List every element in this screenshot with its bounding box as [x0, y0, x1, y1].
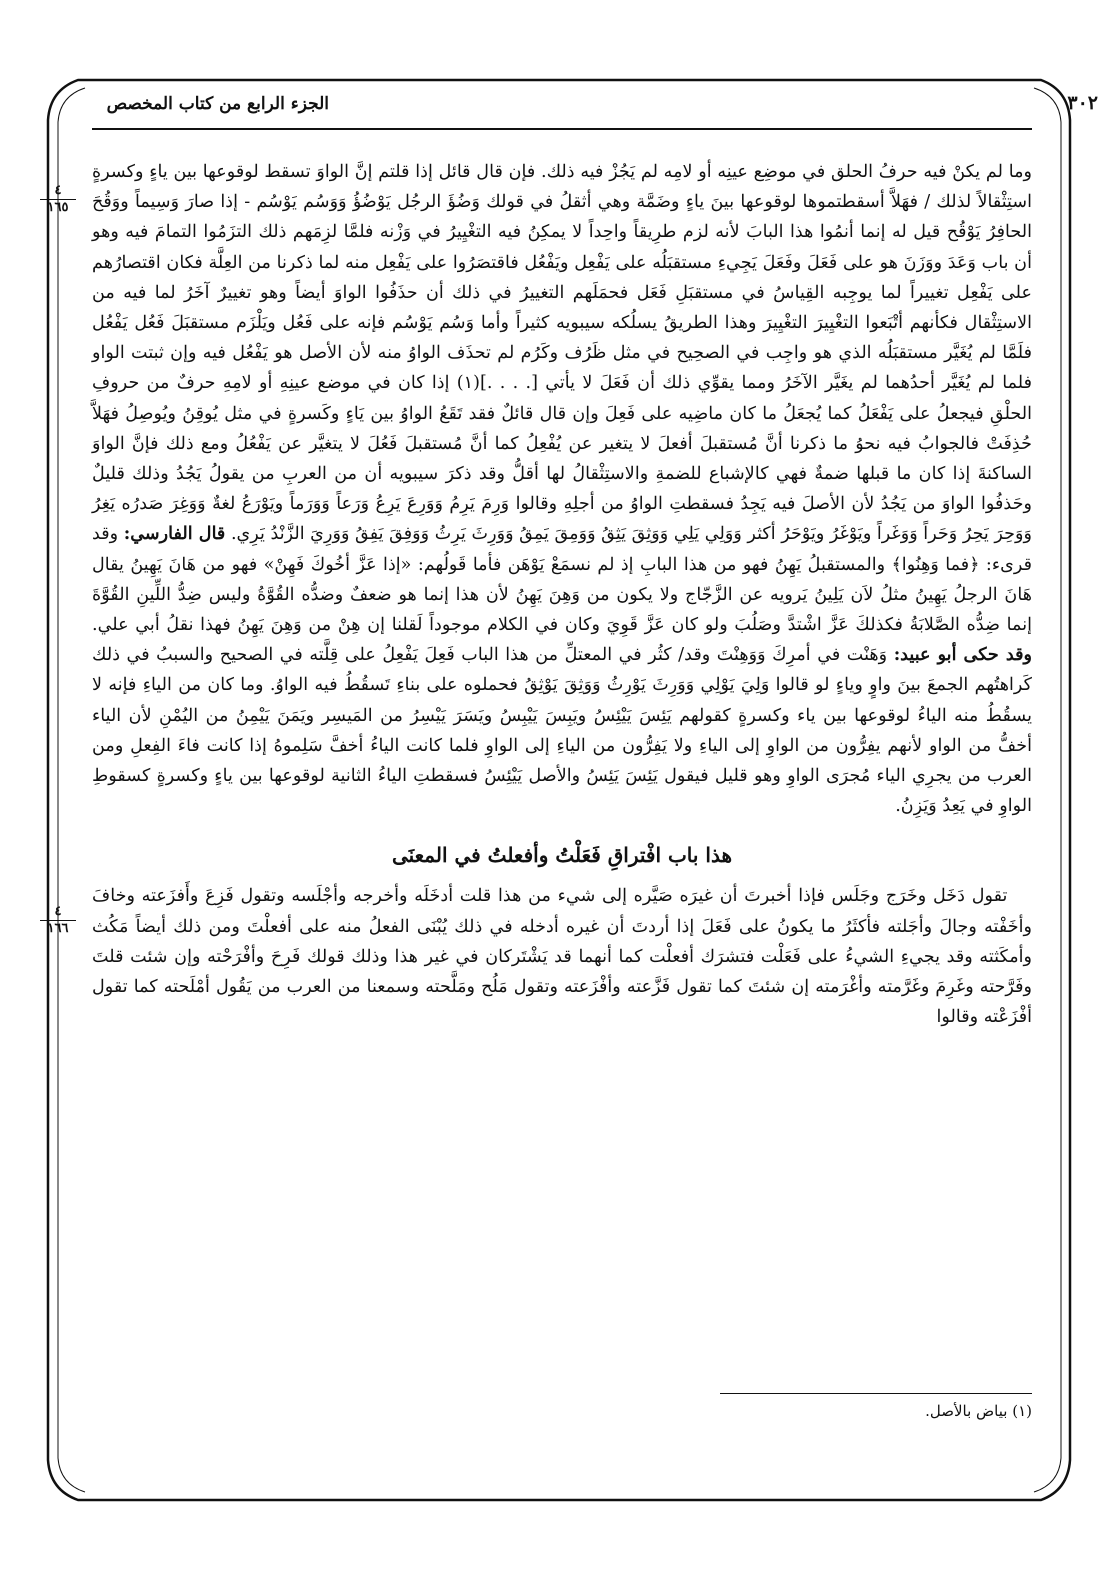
footnote-text: بياض بالأصل.	[925, 1402, 1008, 1420]
paragraph-1-text: وما لم يكنْ فيه حرفُ الحلق في موضِع عينِه أو لامِه لم يَجُزْ فيه ذلك. فإن قال قائل إذا قلتم إنَّ الواوَ تسقط لوقوعها بين ياءٍ وكسرةٍ استِثْقالاً لذلك / فهَلاَّ أسقطتموها لوقوعها بينَ ياءٍ وضَمَّة وهي أثقلُ في قولك وَضُؤَ الرجُل يَوْضُؤُ وَوَسُم يَوْسُم - إذا صارَ وَسِيماً ووَقُحَ الحافِرُ يَوْقُح قيل له إنما أنمُوا هذا البابَ لأنه لزم طرِيقاً واحِداً لا يمكِنُ فيه التغْيِيرُ في وَزْنه فلمَّا لزِمَهم ذلك التزَمُوا التمامَ فيه وهو أن باب وَعَدَ ووَزَنَ هو على فَعَلَ وفَعَلَ يَجِيءِ مستقبَلُه على يَفْعِل ويَفْعُل فاقتصَرُوا على يَفْعِل منه لما ذكرنا من العِلَّة فكان اقتصارُهم على يَفْعِل تغييراً لما يوجِبه القِياسُ في مستقبَلِ فَعَل فحمَلَهم التغييرُ في ذلك أن حذَفُوا الواوَ أيضاً وهو تغييرٌ آخَرُ لما فيه من الاستِثْقال فكأنهم أتْبَعوا التغْيِيرَ التغْيِيرَ وهذا الطريقُ يسلُكه سيبويه كثيراً وأما وَسُم يَوْسُم فإنه على فَعُل ويَلْزَم مستقبَلَ فَعُل يَفْعُل فلَمَّا لم يُغَيَّر مستقبَلُه الذي هو واجِب في الصحِيح في مثل ظَرُف وكَرُم لم تحذَف الواوُ منه لأن الأصل هو يَفْعُل فيه وإن ثبتت الواو فلما لم يُغَيَّر أحدُهما لم يغَيَّر الآخَرُ ومما يقوِّي ذلك أن فَعَلَ لا يأتي [. . . .](١) إذا كان في موضع عينِهِ أو لامِهِ حرفٌ من حروفِ الحلْقِ فيجعلُ على يَفْعَلُ كما يُجعَلُ ما كان ماضِيه على فَعِلَ وإن قال قائلٌ فقد تَقَعُ الواوُ بين يَاءٍ وكَسرةٍ في مثل يُوقِنُ ويُوصِلُ فهَلاَّ حُذِفَتْ فالجوابُ فيه نحوُ ما ذكرنا أنَّ مُستقبلَ أفعلَ لا يتغير عن يُفْعِلُ كما أنَّ مُستقبلَ فَعُلَ لا يتغيَّر عن يَفْعُلُ ومع ذلك فإنَّ الواوَ الساكنةَ إذا كان ما قبلها ضمةٌ فهي كالإشباع للضمةِ والاستِثْقالُ لها أقلُّ وقد ذكرَ سيبويه أن من العربِ من يقولُ يَجُدُ وذلك قليلٌ وحَذفُوا الواوَ من يَجُدُ لأن الأصلَ فيه يَجِدُ فسقطتِ الواوُ من أجلِهِ وقالوا وَرِمَ يَرِمُ وَوَرِعَ يَرِعُ وَرَعاً وَوَرَماً ويَوْرَعُ لغةٌ وَوَغِرَ صَدرُه يَغِرُ وَوَحِرَ يَحِرُ وَحَراً وَوَغَراً ويَوْغَرُ ويَوْحَرُ أكثر وَوَلِي يَلِي وَوَثِقَ يَثِقُ وَوَمِقَ يَمِقُ وَوَرِثَ يَرِثُ وَوَفِقَ يَفِقُ وَوَرِيَ الزَّنْدُ يَرِي.	[92, 162, 1032, 545]
paragraph-1	[92, 157, 1032, 821]
paragraph-1b-label: قال الفارسي:	[123, 523, 226, 545]
page-number: ٣٠٢	[1067, 92, 1098, 114]
footnote	[600, 1402, 1032, 1420]
margin-note-1-bottom: ١٦٥	[47, 200, 69, 215]
margin-note-1	[40, 183, 76, 216]
paragraph-1b-text: وقد قرىء: ﴿فما وَهِنُوا﴾ والمستقبلُ يَهِنُ فهو من هذا البابِ إذ لم نسمَعْ يَوْهَن فأما قَولُهم: «إذا عَزَّ أخُوكَ فَهِنْ» فهو من هَانَ يَهِينُ يقال هَانَ الرجلُ يَهِينُ مثلُ لاَن يَلِينُ يَرويه عن الزَّجّاج ولا يكون من وَهِنَ يَهِنُ لأن هذا إنما هو ضعفٌ وضدُّه القُوَّةُ وليس ضِدُّ اللِّينِ القُوَّةَ إنما ضِدُّه الصَّلابَةُ فكذلكَ عَزَّ اشْتدَّ وصَلُبَ ولو كان عَزَّ قَوِيَ وكان في الكلام موجوداً لَقلنا إن هِنْ من وَهِنَ يَهِنُ فهذا نقلُ أبي علي.	[92, 524, 1032, 636]
margin-note-1-top: ٤	[40, 183, 76, 200]
paragraph-1c-text: وَهَنْت في أمرِكَ وَوَهِنْتَ وقد/ كثُر في المعتلِّ من هذا الباب فَعِلَ يَفْعِلُ على قِلَّته في الصحيح والسببُ في ذلك كَراهتُهم الجمعَ بينَ واوٍ وياءٍ لو قالوا وَلِيَ يَوْلِي وَوَرِثَ يَوْرِثُ وَوَثِقَ يَوْثِقُ فحملوه على بناءِ تَسقُطُ فيه الواوُ. وما كان من الياءِ فإنه لا يسقُطُ منه الياءُ لوقوعها بين ياء وكسرةٍ كقولهم يَئِسَ يَيْئِسُ ويَبِسَ يَيْبِسُ ويَسَرَ يَيْسِرُ من المَيسِر ويَمَنَ يَيْمِنُ من اليُمْنِ لأن الياء أخفُّ من الواو لأنهم يفِرُّون من الواوِ إلى الياءِ ولا يَفِرُّون من الياءِ إلى الواوِ فلما كانت الياءُ أخفَّ سَلِموهُ إذا كانت فاءَ الفِعلِ ومن العرب من يجرِي الياء مُجرَى الواوِ وهو قليل فيقول يَئِسَ يَئِسُ والأصل يَيْئِسُ فسقطتِ الياءُ الثانية لوقوعها بين ياءٍ وكسرةٍ كسقوطِ الواوِ في يَعِدُ وَيَزِنُ.	[92, 645, 1032, 817]
margin-note-2-top: ٤	[40, 904, 76, 921]
section-heading: هذا باب افْتراقِ فَعَلْتُ وأفعلتُ في المعنَى	[391, 843, 733, 868]
paragraph-2: تقول دَخَل وخَرَج وجَلَس فإذا أخبرتَ أن غيرَه صَيَّره إلى شيء من هذا قلت أدخَلَه وأخرجه وأجْلَسه وتقول فَزِعَ وأَفزَعته وخافَ وأخَفْته وجالَ وأجَلته فأكثَرُ ما يكونُ على فَعَلَ إذا أردتَ أن غيره أدخله في ذلك يُبْنَى الفعلُ منه على أفعلْتَ ومن ذلك أيضاً مَكُث وأمكَثته وقد يجيءِ الشيءُ على فَعَلْت فتشرَك أفعلْت كما أنهما قد يَشْتَركان في غير هذا وذلك قولك فَرِحَ وأفْرَحْته وإن شئت قلتَ وفَرَّحته وغَرِمَ وغَرَّمته وأغْرَمته إن شئتَ كما تقول فَزَّعته وأفْزَعته وتقول مَلُح ومَلَّحته وسمعنا من العرب من يَقُول أمْلَحته كما تقول أفْزَعْته وقالوا	[92, 886, 1032, 1028]
running-title: الجزء الرابع من كتاب المخصص	[106, 94, 329, 114]
paragraph-1c-label: وقد حكى أبو عبيد:	[893, 644, 1032, 666]
header-rule	[92, 128, 1032, 130]
margin-note-2-bottom: ١٦٦	[47, 921, 69, 936]
footnote-rule	[720, 1393, 1032, 1394]
footnote-marker: (١)	[1012, 1402, 1032, 1420]
margin-note-2	[40, 904, 76, 937]
body-text	[92, 157, 1032, 1032]
